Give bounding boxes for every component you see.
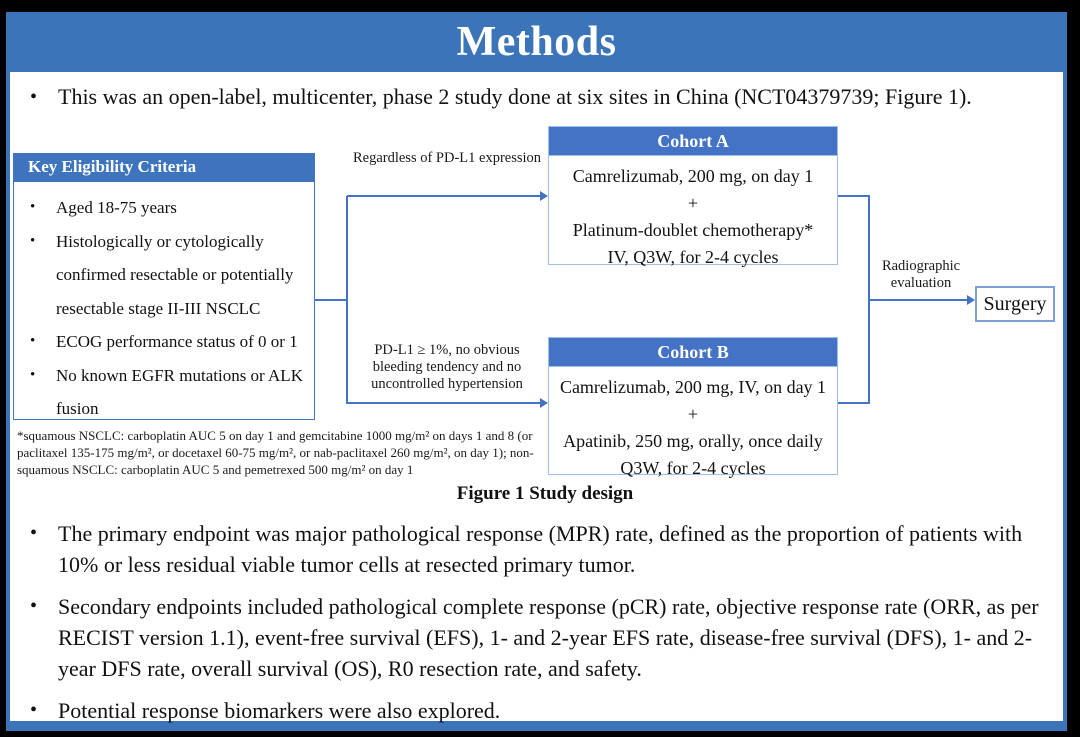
- cohort-b-line: Q3W, for 2-4 cycles: [620, 458, 766, 478]
- bullet-icon: •: [30, 522, 38, 544]
- intro-bullet-text: This was an open-label, multicenter, phase 2 study done at six sites in China (NCT04379739; Figure 1).: [58, 84, 972, 109]
- arrow-to-cohort-a: [347, 195, 540, 197]
- arrow-head-icon: [540, 191, 548, 201]
- cohort-a-body: [549, 156, 837, 271]
- cohort-b-box: [548, 337, 838, 478]
- slide: [6, 12, 1067, 731]
- arrow-head-icon: [540, 398, 548, 408]
- cohort-b-line: +: [687, 404, 699, 424]
- eligibility-item-text: No known EGFR mutations or ALK fusion: [56, 365, 303, 418]
- arrow-to-surgery: [869, 299, 967, 301]
- cohort-b-line: Camrelizumab, 200 mg, IV, on day 1: [559, 377, 827, 397]
- branch-bottom-label: PD-L1 ≥ 1%, no obvious bleeding tendency and no uncontrolled hypertension: [371, 342, 523, 392]
- bullet-text: Secondary endpoints included pathological complete response (pCR) rate, objective response rate (ORR, as per RECIST version 1.1), event-free survival (EFS), 1- and 2-year EFS rate, disease-free survival (DFS), 1- and 2-year DFS rate, overall survival (OS), R0 resection rate, and safety.: [58, 594, 1039, 681]
- endpoint-bullets: [30, 518, 1042, 737]
- eligibility-item: [30, 359, 306, 426]
- bullet-text: Potential response biomarkers were also explored.: [58, 698, 501, 723]
- eligibility-item-text: ECOG performance status of 0 or 1: [56, 332, 298, 351]
- eligibility-body: [14, 182, 314, 426]
- branch-vertical-line: [346, 196, 348, 404]
- bullet-text: The primary endpoint was major pathological response (MPR) rate, defined as the proportion of patients with 10% or less residual viable tumor cells at resected primary tumor.: [58, 521, 1023, 577]
- bullet-icon: •: [30, 86, 38, 108]
- cohort-a-line: Camrelizumab, 200 mg, on day 1: [572, 166, 814, 186]
- figure-footnote: *squamous NSCLC: carboplatin AUC 5 on day 1 and gemcitabine 1000 mg/m² on days 1 and 8 (or paclitaxel 135-175 mg/m², or docetaxel 60-75 mg/m², or nab-paclitaxel 260 mg/m², on day 1); non-squamous NSCLC: carboplatin AUC 5 and pemetrexed 500 mg/m² on day 1: [17, 428, 534, 477]
- eligibility-item-text: Aged 18-75 years: [56, 198, 177, 217]
- connector-cohort-a-stub: [838, 195, 870, 197]
- bullet-icon: •: [30, 199, 36, 215]
- cohort-a-line: Platinum-doublet chemotherapy*: [572, 220, 814, 240]
- bullet-icon: •: [30, 595, 38, 617]
- bullet-icon: •: [30, 333, 36, 349]
- surgery-box: [975, 286, 1055, 322]
- eligibility-item-text: Histologically or cytologically confirmed resectable or potentially resectable stage II-III NSCLC: [56, 231, 294, 318]
- bullet-icon: •: [30, 366, 36, 383]
- eligibility-item: [30, 325, 306, 359]
- arrow-head-icon: [967, 295, 975, 305]
- page-title: Methods: [456, 19, 617, 65]
- bullet-secondary-endpoints: [30, 591, 1042, 684]
- cohort-a-header: Cohort A: [549, 127, 837, 156]
- connector-elig-stub: [315, 299, 347, 301]
- title-bar: [10, 12, 1063, 72]
- cohort-a-box: [548, 126, 838, 265]
- bullet-primary-endpoint: [30, 518, 1042, 580]
- radiographic-evaluation-label: Radiographic evaluation: [881, 258, 961, 291]
- figure-caption: Figure 1 Study design: [456, 483, 634, 504]
- cohort-b-body: [549, 367, 837, 482]
- eligibility-item: [30, 191, 306, 225]
- cohort-a-line: +: [687, 193, 699, 213]
- bullet-icon: •: [30, 699, 38, 721]
- eligibility-header: Key Eligibility Criteria: [14, 154, 314, 182]
- intro-bullet: [30, 82, 1045, 112]
- cohort-a-line: IV, Q3W, for 2-4 cycles: [607, 247, 779, 267]
- eligibility-box: [13, 153, 315, 420]
- cohort-b-line: Apatinib, 250 mg, orally, once daily: [563, 431, 823, 451]
- bullet-icon: •: [30, 232, 36, 249]
- connector-cohort-b-stub: [838, 402, 870, 404]
- branch-top-label: Regardless of PD-L1 expression: [352, 150, 542, 166]
- arrow-to-cohort-b: [347, 402, 540, 404]
- bullet-biomarkers: [30, 695, 1042, 726]
- eligibility-item: [30, 225, 306, 326]
- surgery-label: Surgery: [983, 292, 1047, 315]
- cohort-b-header: Cohort B: [549, 338, 837, 367]
